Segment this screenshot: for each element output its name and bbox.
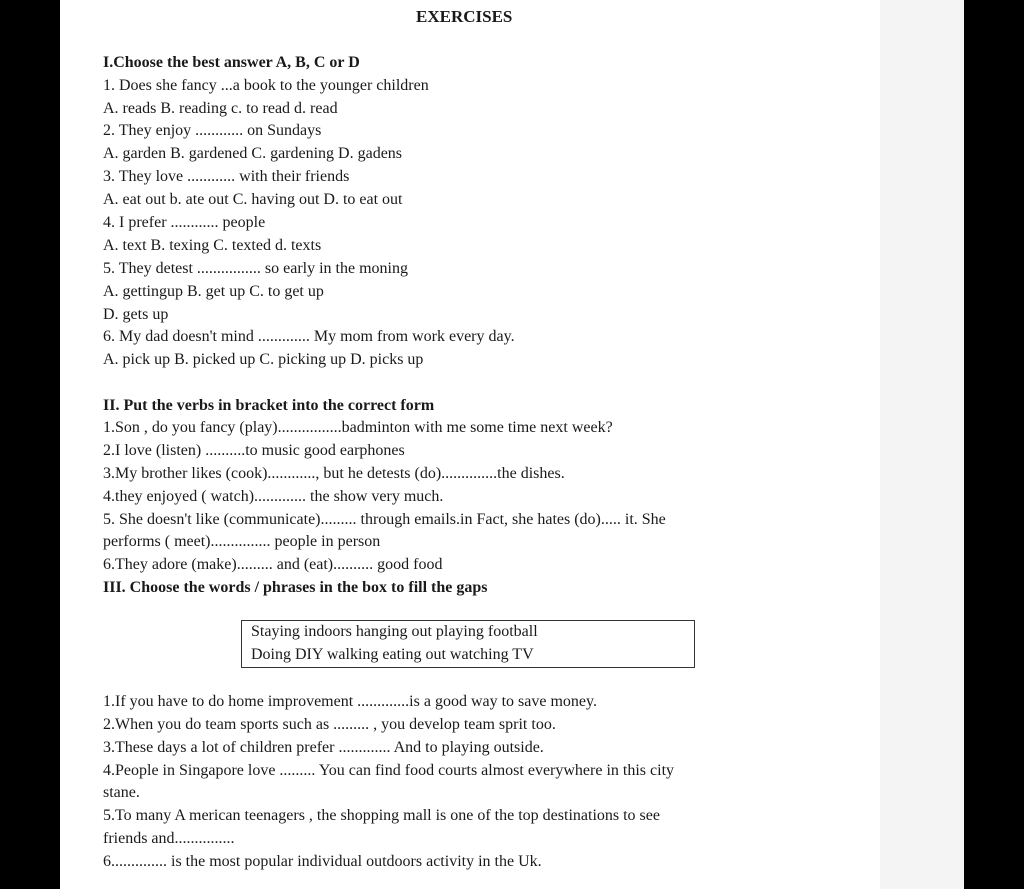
section3-line: 5.To many A merican teenagers , the shopping mall is one of the top destinations to see — [103, 807, 660, 824]
word-box-row: Staying indoors hanging out playing football — [251, 623, 538, 640]
word-box-row: Doing DIY walking eating out watching TV — [251, 646, 534, 663]
section3-line: 1.If you have to do home improvement .............is a good way to save money. — [103, 693, 597, 710]
document-page — [60, 0, 880, 889]
section2-line: 2.I love (listen) ..........to music good earphones — [103, 442, 405, 459]
section2-heading: II. Put the verbs in bracket into the correct form — [103, 397, 435, 414]
section1-line: A. gettingup B. get up C. to get up — [103, 283, 324, 300]
word-box — [241, 620, 695, 668]
section1-line: 6. My dad doesn't mind ............. My mom from work every day. — [103, 328, 515, 345]
section3-line: 3.These days a lot of children prefer ............. And to playing outside. — [103, 739, 544, 756]
section2-line: 1.Son , do you fancy (play)................badminton with me some time next week? — [103, 419, 613, 436]
section2-line: 5. She doesn't like (communicate)......... through emails.in Fact, she hates (do)..... it. She — [103, 511, 666, 528]
section1-line: A. text B. texing C. texted d. texts — [103, 237, 322, 254]
section1-heading: I.Choose the best answer A, B, C or D — [103, 54, 360, 71]
section1-line: A. garden B. gardened C. gardening D. gadens — [103, 145, 403, 162]
section2-line: 6.They adore (make)......... and (eat).......... good food — [103, 556, 443, 573]
section1-line: 4. I prefer ............ people — [103, 214, 266, 231]
section1-line: 3. They love ............ with their friends — [103, 168, 350, 185]
section1-line: D. gets up — [103, 306, 169, 323]
section2-line: performs ( meet)............... people in person — [103, 533, 381, 550]
section1-line: 5. They detest ................ so early in the moning — [103, 260, 408, 277]
section3-line: 2.When you do team sports such as ......... , you develop team sprit too. — [103, 716, 556, 733]
section2-line: 3.My brother likes (cook)............, but he detests (do)..............the dishes. — [103, 465, 565, 482]
page-title: EXERCISES — [416, 7, 513, 26]
section3-line: 4.People in Singapore love ......... You can find food courts almost everywhere in this city — [103, 762, 675, 779]
section1-line: 1. Does she fancy ...a book to the younger children — [103, 77, 429, 94]
section3-line: 6.............. is the most popular individual outdoors activity in the Uk. — [103, 853, 542, 870]
section3-line: friends and............... — [103, 830, 235, 847]
section1-line: A. reads B. reading c. to read d. read — [103, 100, 338, 117]
section1-line: A. pick up B. picked up C. picking up D. picks up — [103, 351, 424, 368]
section2-line: 4.they enjoyed ( watch)............. the show very much. — [103, 488, 444, 505]
section1-line: 2. They enjoy ............ on Sundays — [103, 122, 322, 139]
section3-line: stane. — [103, 784, 140, 801]
page-side-margin — [880, 0, 964, 889]
section3-heading: III. Choose the words / phrases in the box to fill the gaps — [103, 579, 488, 596]
section1-line: A. eat out b. ate out C. having out D. to eat out — [103, 191, 403, 208]
